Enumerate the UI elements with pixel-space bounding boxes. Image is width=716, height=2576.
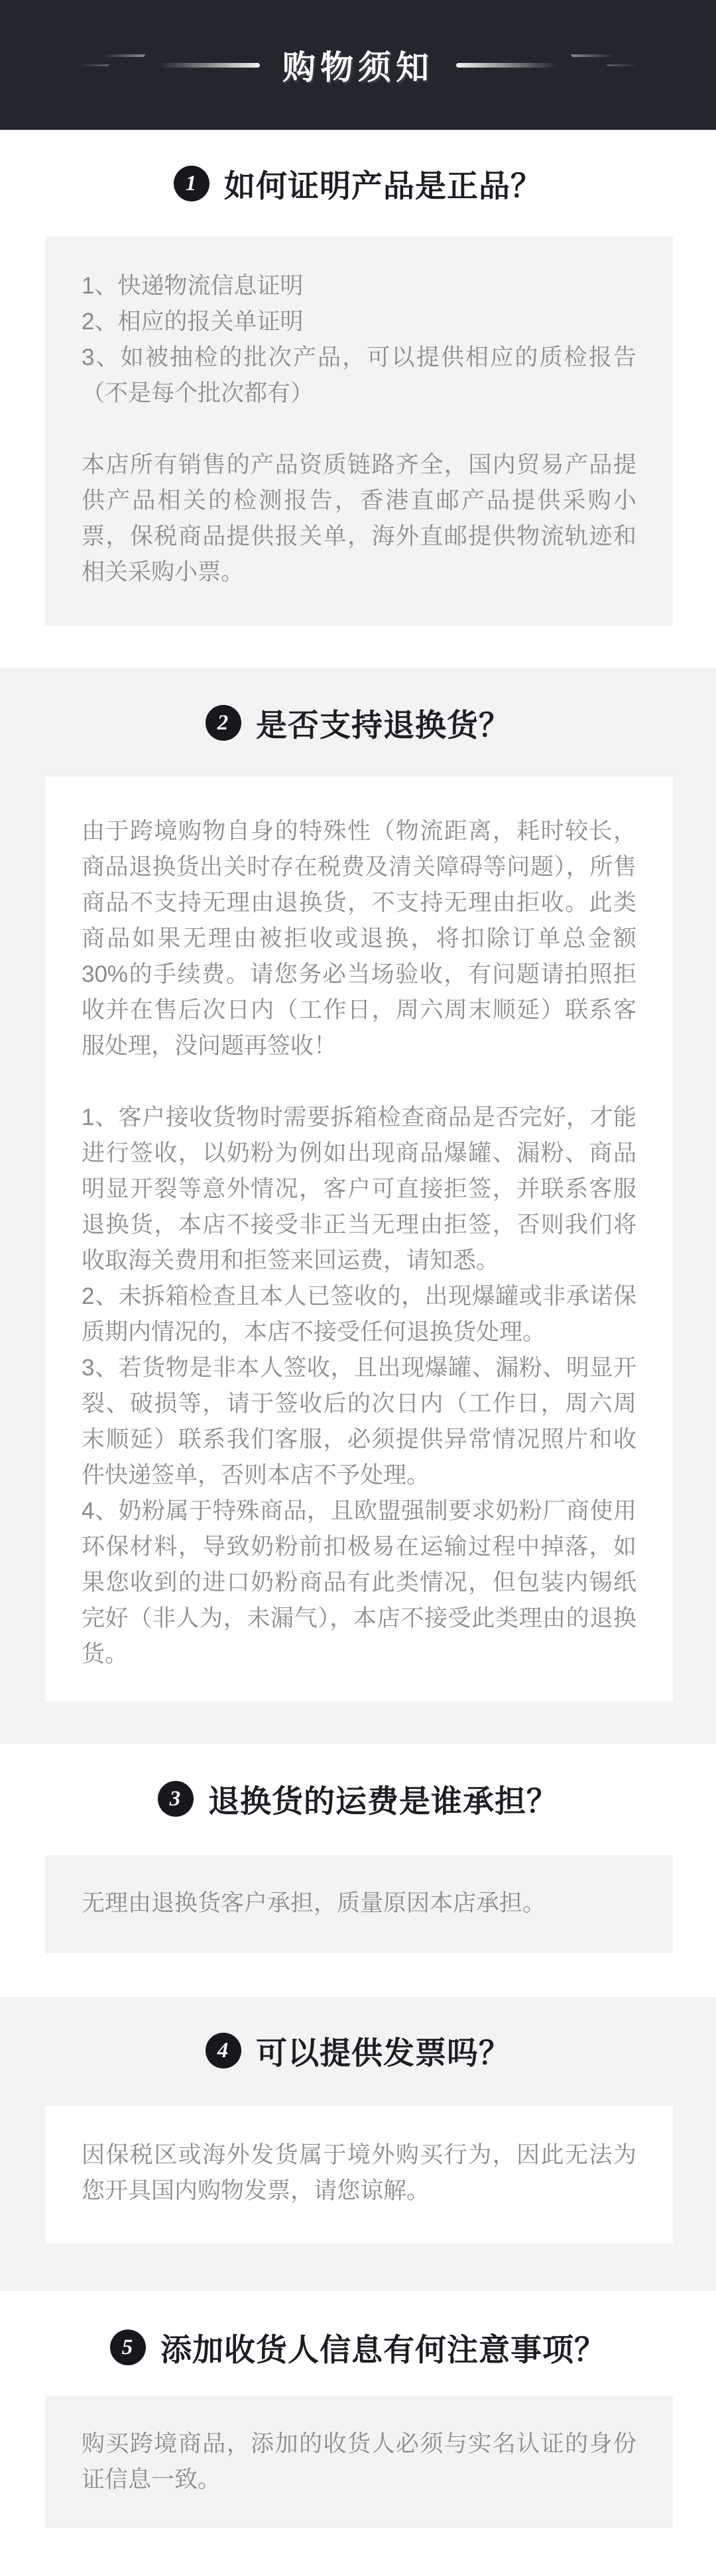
section-1-heading xyxy=(0,164,716,203)
proof-item-1: 1、快递物流信息证明 xyxy=(82,273,304,299)
section-1-number-badge: 1 xyxy=(174,166,209,201)
section-4-title: 可以提供发票吗？ xyxy=(256,2035,510,2070)
proof-item-3: 3、如被抽检的批次产品，可以提供相应的质检报告（不是每个批次都有） xyxy=(82,345,636,406)
section-2-number-badge: 2 xyxy=(206,705,241,741)
section-4-number-badge: 4 xyxy=(206,2033,241,2068)
return-policy-rule-3: 3、若货物是非本人签收，且出现爆罐、漏粉、明显开裂、破损等，请于签收后的次日内（工作日，周六周末顺延）联系我们客服，必须提供异常情况照片和收件快递签单，否则本店不予处理。 xyxy=(82,1355,636,1488)
section-1-title: 如何证明产品是正品？ xyxy=(224,168,542,203)
recipient-info-paragraph: 购买跨境商品，添加的收货人必须与实名认证的身份证信息一致。 xyxy=(82,2431,636,2493)
section-5-number-badge: 5 xyxy=(110,2330,146,2365)
section-5-title: 添加收货人信息有何注意事项？ xyxy=(160,2332,606,2367)
return-policy-rule-4: 4、奶粉属于特殊商品，且欧盟强制要求奶粉厂商使用环保材料，导致奶粉前扣极易在运输过程中掉落，如果您收到的进口奶粉商品有此类情况，但包装内锡纸完好（非人为，未漏气），本店不接受此类理由的退换货。 xyxy=(82,1498,636,1667)
section-3-number-badge: 3 xyxy=(158,1781,194,1817)
return-policy-intro: 由于跨境购物自身的特殊性（物流距离，耗时较长，商品退换货出关时存在税费及清关障碍等问题），所售商品不支持无理由退换货，不支持无理由拒收。此类商品如果无理由被拒收或退换，将扣除订单总金额30%的手续费。请您务必当场验收，有问题请拍照拒收并在售后次日内（工作日，周六周末顺延）联系客服处理，没问题再签收！ xyxy=(82,818,636,1059)
section-2-content-box xyxy=(45,777,673,1701)
title-left-line-decoration xyxy=(159,63,260,68)
header-banner xyxy=(0,0,716,130)
proof-item-2: 2、相应的报关单证明 xyxy=(82,309,304,335)
section-4-heading xyxy=(0,2031,716,2070)
section-3-title: 退换货的运费是谁承担？ xyxy=(208,1783,558,1819)
section-1-content-box xyxy=(45,237,673,625)
section-3-heading xyxy=(0,1780,716,1818)
section-5-heading xyxy=(0,2328,716,2367)
proof-list xyxy=(82,268,636,411)
return-policy-rule-1: 1、客户接收货物时需要拆箱检查商品是否完好，才能进行签收，以奶粉为例如出现商品爆罐、漏粉、商品明显开裂等意外情况，客户可直接拒签，并联系客服退换货，本店不接受非正当无理由拒签，否则我们将收取海关费用和拒签来回运费，请知悉。 xyxy=(82,1104,636,1273)
section-2-heading xyxy=(0,704,716,742)
section-3-content-box xyxy=(45,1855,673,1953)
title-right-line-decoration xyxy=(456,63,557,68)
section-2-title: 是否支持退换货？ xyxy=(256,707,510,743)
section-1-paragraph: 本店所有销售的产品资质链路齐全，国内贸易产品提供产品相关的检测报告，香港直邮产品提供采购小票，保税商品提供报关单，海外直邮提供物流轨迹和相关采购小票。 xyxy=(82,452,636,585)
shipping-fee-paragraph: 无理由退换货客户承担，质量原因本店承担。 xyxy=(82,1890,546,1916)
page-title: 购物须知 xyxy=(282,49,434,86)
invoice-paragraph: 因保税区或海外发货属于境外购买行为，因此无法为您开具国内购物发票，请您谅解。 xyxy=(82,2142,636,2204)
section-4-content-box xyxy=(45,2106,673,2243)
section-5-content-box xyxy=(45,2396,673,2528)
return-policy-rule-2: 2、未拆箱检查且本人已签收的，出现爆罐或非承诺保质期内情况的，本店不接受任何退换货处理。 xyxy=(82,1283,636,1345)
